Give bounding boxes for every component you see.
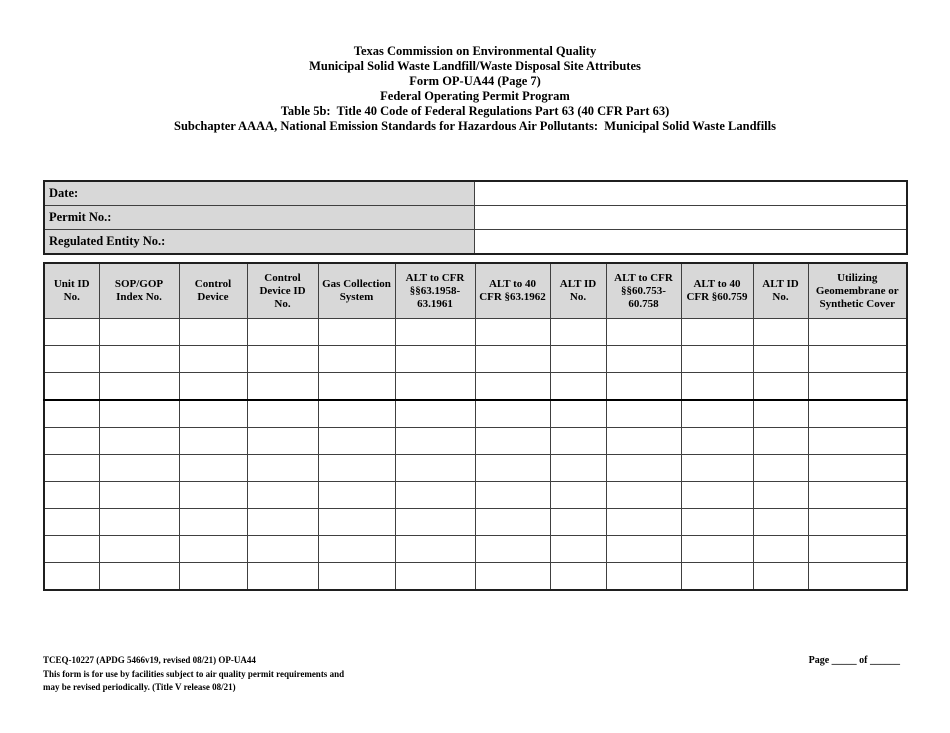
form-title-line-5: Table 5b: Title 40 Code of Federal Regulations Part 63 (40 CFR Part 63) — [280, 104, 670, 118]
table-cell-r7-c4[interactable] — [247, 482, 318, 509]
table-cell-r1-c3[interactable] — [179, 319, 247, 346]
table-cell-r10-c1[interactable] — [44, 563, 99, 591]
col-header-unit-id-no: Unit ID No. — [44, 263, 99, 319]
table-cell-r7-c2[interactable] — [99, 482, 179, 509]
col-header-alt-to-cfr-ss63-1958-63-1961: ALT to CFR §§63.1958-63.1961 — [395, 263, 475, 319]
table-cell-r10-c10[interactable] — [681, 563, 753, 591]
table-cell-r9-c10[interactable] — [681, 536, 753, 563]
col-header-control-device-id-no: Control Device ID No. — [247, 263, 318, 319]
table-cell-r7-c1[interactable] — [44, 482, 99, 509]
table-cell-r3-c6[interactable] — [395, 373, 475, 401]
table-cell-r4-c4[interactable] — [247, 400, 318, 428]
table-cell-r6-c11[interactable] — [753, 455, 808, 482]
table-cell-r6-c7[interactable] — [475, 455, 550, 482]
col-header-alt-id-no: ALT ID No. — [753, 263, 808, 319]
table-cell-r8-c8[interactable] — [550, 509, 606, 536]
table-cell-r3-c10[interactable] — [681, 373, 753, 401]
table-cell-r8-c12[interactable] — [808, 509, 907, 536]
table-cell-r1-c5[interactable] — [318, 319, 395, 346]
col-header-sop-gop-index-no: SOP/GOP Index No. — [99, 263, 179, 319]
table-cell-r5-c9[interactable] — [606, 428, 681, 455]
col-header-gas-collection-system: Gas Collection System — [318, 263, 395, 319]
table-cell-r7-c7[interactable] — [475, 482, 550, 509]
table-cell-r7-c3[interactable] — [179, 482, 247, 509]
table-row-2 — [44, 346, 907, 373]
info-row-regulated-entity-no — [44, 230, 907, 255]
table-cell-r5-c2[interactable] — [99, 428, 179, 455]
table-cell-r6-c6[interactable] — [395, 455, 475, 482]
table-cell-r4-c8[interactable] — [550, 400, 606, 428]
table-cell-r2-c10[interactable] — [681, 346, 753, 373]
table-cell-r9-c1[interactable] — [44, 536, 99, 563]
table-cell-r5-c12[interactable] — [808, 428, 907, 455]
table-cell-r7-c10[interactable] — [681, 482, 753, 509]
table-cell-r7-c11[interactable] — [753, 482, 808, 509]
table-cell-r4-c7[interactable] — [475, 400, 550, 428]
table-row-6 — [44, 455, 907, 482]
table-cell-r4-c11[interactable] — [753, 400, 808, 428]
table-cell-r10-c6[interactable] — [395, 563, 475, 591]
table-cell-r9-c2[interactable] — [99, 536, 179, 563]
table-cell-r9-c12[interactable] — [808, 536, 907, 563]
table-cell-r2-c12[interactable] — [808, 346, 907, 373]
table-cell-r3-c12[interactable] — [808, 373, 907, 401]
table-cell-r10-c8[interactable] — [550, 563, 606, 591]
table-cell-r10-c11[interactable] — [753, 563, 808, 591]
table-cell-r5-c7[interactable] — [475, 428, 550, 455]
table-row-4 — [44, 400, 907, 428]
permit-no-value-field[interactable] — [474, 206, 907, 230]
table-cell-r3-c5[interactable] — [318, 373, 395, 401]
table-row-9 — [44, 536, 907, 563]
table-cell-r7-c6[interactable] — [395, 482, 475, 509]
table-cell-r4-c12[interactable] — [808, 400, 907, 428]
table-cell-r1-c2[interactable] — [99, 319, 179, 346]
table-row-7 — [44, 482, 907, 509]
table-cell-r6-c5[interactable] — [318, 455, 395, 482]
table-cell-r5-c6[interactable] — [395, 428, 475, 455]
table-cell-r4-c6[interactable] — [395, 400, 475, 428]
table-cell-r9-c6[interactable] — [395, 536, 475, 563]
table-cell-r4-c10[interactable] — [681, 400, 753, 428]
info-row-permit-no — [44, 206, 907, 230]
table-cell-r5-c3[interactable] — [179, 428, 247, 455]
table-cell-r8-c6[interactable] — [395, 509, 475, 536]
table-cell-r7-c5[interactable] — [318, 482, 395, 509]
table-cell-r3-c9[interactable] — [606, 373, 681, 401]
table-row-5 — [44, 428, 907, 455]
table-row-3 — [44, 373, 907, 401]
form-title-line-1: Texas Commission on Environmental Quality — [353, 44, 597, 58]
table-cell-r4-c5[interactable] — [318, 400, 395, 428]
table-cell-r8-c4[interactable] — [247, 509, 318, 536]
table-cell-r8-c1[interactable] — [44, 509, 99, 536]
date-value-field[interactable] — [474, 181, 907, 206]
table-cell-r4-c2[interactable] — [99, 400, 179, 428]
table-cell-r1-c8[interactable] — [550, 319, 606, 346]
form-id-text: TCEQ-10227 (APDG 5466v19, revised 08/21) OP-UA44 — [43, 655, 256, 665]
table-cell-r2-c11[interactable] — [753, 346, 808, 373]
info-row-date — [44, 181, 907, 206]
col-header-alt-id-no: ALT ID No. — [550, 263, 606, 319]
table-cell-r7-c12[interactable] — [808, 482, 907, 509]
info-table — [43, 180, 908, 255]
table-cell-r8-c11[interactable] — [753, 509, 808, 536]
table-cell-r9-c8[interactable] — [550, 536, 606, 563]
form-title-line-6: Subchapter AAAA, National Emission Standards for Hazardous Air Pollutants: Municipal Solid Waste Landfills — [174, 119, 776, 133]
table-cell-r4-c9[interactable] — [606, 400, 681, 428]
form-title — [0, 44, 950, 134]
table-cell-r10-c7[interactable] — [475, 563, 550, 591]
table-cell-r5-c4[interactable] — [247, 428, 318, 455]
table-cell-r8-c3[interactable] — [179, 509, 247, 536]
table-cell-r6-c9[interactable] — [606, 455, 681, 482]
table-cell-r1-c1[interactable] — [44, 319, 99, 346]
table-cell-r6-c1[interactable] — [44, 455, 99, 482]
table-cell-r5-c5[interactable] — [318, 428, 395, 455]
table-cell-r9-c9[interactable] — [606, 536, 681, 563]
table-cell-r8-c9[interactable] — [606, 509, 681, 536]
table-header-row — [44, 263, 907, 319]
table-cell-r9-c11[interactable] — [753, 536, 808, 563]
table-cell-r4-c1[interactable] — [44, 400, 99, 428]
table-row-1 — [44, 319, 907, 346]
table-cell-r1-c11[interactable] — [753, 319, 808, 346]
table-cell-r1-c10[interactable] — [681, 319, 753, 346]
table-cell-r5-c8[interactable] — [550, 428, 606, 455]
col-header-alt-to-cfr-ss60-753-60-758: ALT to CFR §§60.753-60.758 — [606, 263, 681, 319]
footer-note — [43, 654, 344, 695]
table-cell-r2-c3[interactable] — [179, 346, 247, 373]
table-cell-r2-c7[interactable] — [475, 346, 550, 373]
regulated-entity-no-value-field[interactable] — [474, 230, 907, 255]
attributes-table — [43, 262, 908, 591]
table-cell-r5-c11[interactable] — [753, 428, 808, 455]
table-cell-r2-c4[interactable] — [247, 346, 318, 373]
table-row-8 — [44, 509, 907, 536]
col-header-alt-to-40-cfr-s63-1962: ALT to 40 CFR §63.1962 — [475, 263, 550, 319]
table-cell-r3-c1[interactable] — [44, 373, 99, 401]
table-cell-r8-c5[interactable] — [318, 509, 395, 536]
table-cell-r6-c12[interactable] — [808, 455, 907, 482]
table-cell-r6-c4[interactable] — [247, 455, 318, 482]
page-number-label: Page _____ of ______ — [808, 655, 900, 666]
col-header-alt-to-40-cfr-s60-759: ALT to 40 CFR §60.759 — [681, 263, 753, 319]
table-cell-r8-c7[interactable] — [475, 509, 550, 536]
table-cell-r3-c8[interactable] — [550, 373, 606, 401]
table-cell-r9-c4[interactable] — [247, 536, 318, 563]
table-cell-r2-c6[interactable] — [395, 346, 475, 373]
table-cell-r10-c2[interactable] — [99, 563, 179, 591]
table-cell-r6-c8[interactable] — [550, 455, 606, 482]
col-header-control-device: Control Device — [179, 263, 247, 319]
table-cell-r1-c9[interactable] — [606, 319, 681, 346]
table-cell-r4-c3[interactable] — [179, 400, 247, 428]
table-cell-r6-c2[interactable] — [99, 455, 179, 482]
table-cell-r10-c12[interactable] — [808, 563, 907, 591]
table-cell-r3-c4[interactable] — [247, 373, 318, 401]
table-cell-r1-c12[interactable] — [808, 319, 907, 346]
table-cell-r2-c9[interactable] — [606, 346, 681, 373]
table-cell-r9-c7[interactable] — [475, 536, 550, 563]
table-cell-r8-c10[interactable] — [681, 509, 753, 536]
table-cell-r3-c3[interactable] — [179, 373, 247, 401]
table-cell-r3-c11[interactable] — [753, 373, 808, 401]
table-cell-r7-c8[interactable] — [550, 482, 606, 509]
table-cell-r1-c6[interactable] — [395, 319, 475, 346]
table-cell-r1-c4[interactable] — [247, 319, 318, 346]
form-title-line-2: Municipal Solid Waste Landfill/Waste Disposal Site Attributes — [309, 59, 641, 73]
table-cell-r9-c3[interactable] — [179, 536, 247, 563]
table-cell-r2-c8[interactable] — [550, 346, 606, 373]
table-cell-r6-c3[interactable] — [179, 455, 247, 482]
table-cell-r7-c9[interactable] — [606, 482, 681, 509]
regulated-entity-no-label: Regulated Entity No.: — [44, 230, 474, 255]
table-cell-r3-c2[interactable] — [99, 373, 179, 401]
footer-note-line-2: may be revised periodically. (Title V release 08/21) — [43, 682, 236, 692]
table-cell-r1-c7[interactable] — [475, 319, 550, 346]
table-cell-r5-c1[interactable] — [44, 428, 99, 455]
form-title-line-3: Form OP-UA44 (Page 7) — [409, 74, 541, 88]
date-label: Date: — [44, 181, 474, 206]
table-cell-r10-c9[interactable] — [606, 563, 681, 591]
table-cell-r8-c2[interactable] — [99, 509, 179, 536]
col-header-utilizing-geomembrane-or-synthetic-cover: Utilizing Geomembrane or Synthetic Cover — [808, 263, 907, 319]
form-title-line-4: Federal Operating Permit Program — [380, 89, 570, 103]
table-cell-r10-c3[interactable] — [179, 563, 247, 591]
table-cell-r2-c1[interactable] — [44, 346, 99, 373]
table-row-10 — [44, 563, 907, 591]
table-cell-r2-c2[interactable] — [99, 346, 179, 373]
table-cell-r10-c4[interactable] — [247, 563, 318, 591]
permit-no-label: Permit No.: — [44, 206, 474, 230]
footer-note-line-1: This form is for use by facilities subject to air quality permit requirements and — [43, 668, 345, 679]
table-cell-r9-c5[interactable] — [318, 536, 395, 563]
table-cell-r10-c5[interactable] — [318, 563, 395, 591]
table-cell-r6-c10[interactable] — [681, 455, 753, 482]
table-cell-r2-c5[interactable] — [318, 346, 395, 373]
table-cell-r5-c10[interactable] — [681, 428, 753, 455]
table-cell-r3-c7[interactable] — [475, 373, 550, 401]
